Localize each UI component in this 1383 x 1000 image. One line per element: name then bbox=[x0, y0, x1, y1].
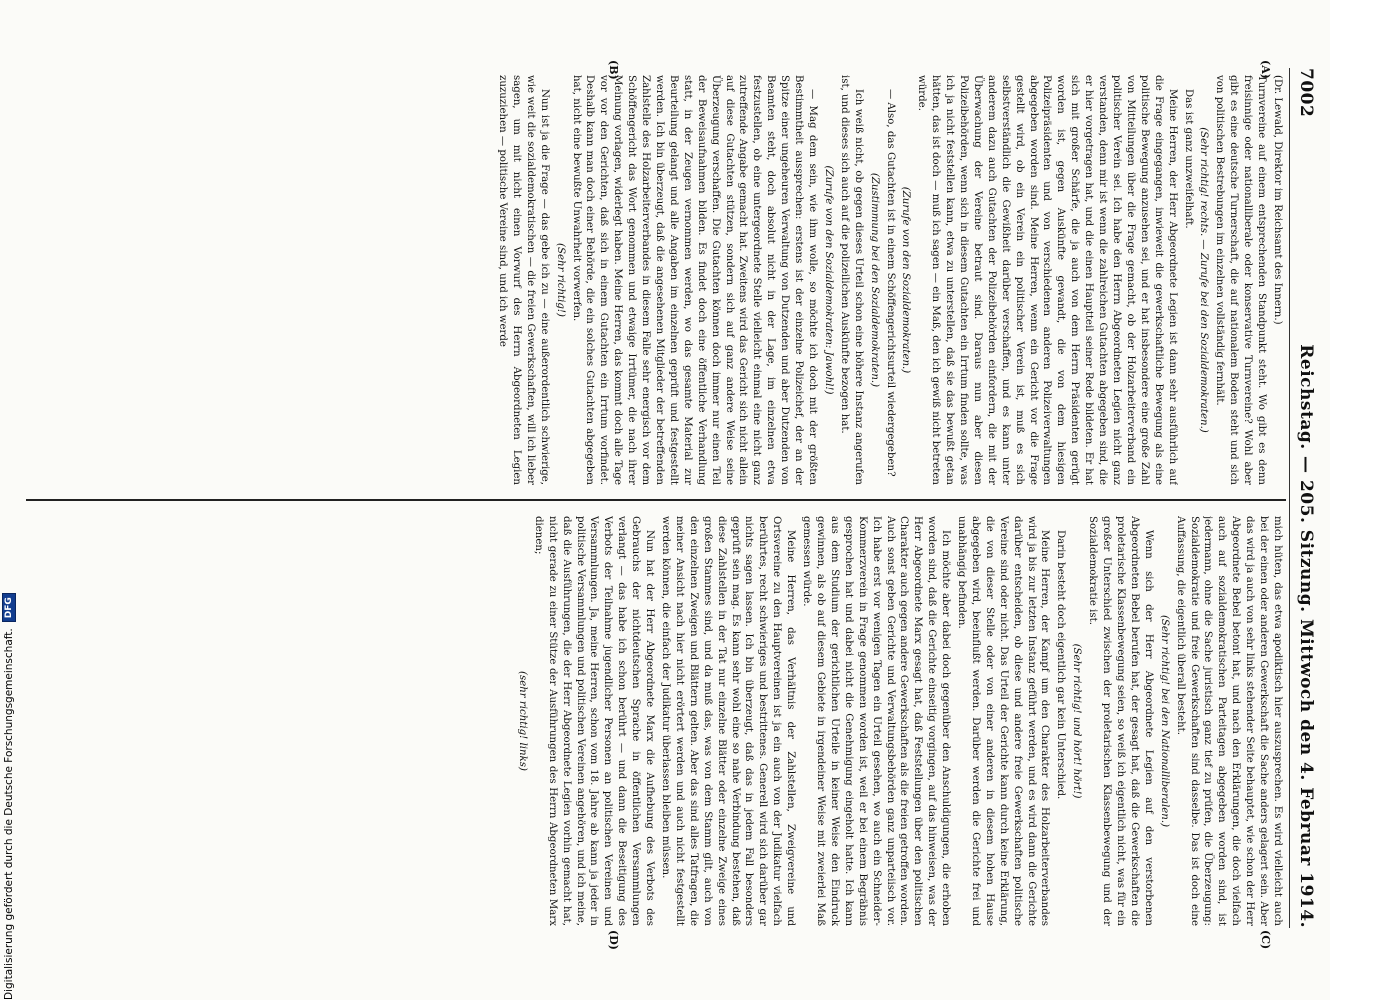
interjection: (Zurufe von den Sozialdemokraten.) bbox=[900, 186, 912, 374]
paragraph: Darin besteht doch eigentlich gar kein Unterschied. bbox=[1055, 530, 1067, 800]
publication-title: Reichstag. — 205. Sitzung. Mittwoch den 4. Februar 1914. bbox=[1296, 344, 1316, 928]
digitization-credit bbox=[2, 593, 16, 1000]
paragraph: Das ist ganz unzweifelhaft. bbox=[1182, 89, 1194, 229]
paragraph: Meine Herren, der Kampf um den Charakter des Holzarbeiterverbandes wird ja bis zur letzten Instanz geführt werden, und es wird dann die Gerichte darüber entscheiden, ob diese und andere freie Gewerkschaften politische Vereine sind oder nicht. Das Urteil der Gerichte kann durch keine Erklärung, die von dieser Stelle oder von einer anderen in diesem hohen Hause abgegeben wird, beeinflußt werden. Darüber werden die Gerichte frei und unabhängig befinden. bbox=[956, 516, 1051, 926]
margin-marker-b: (B) bbox=[607, 60, 620, 80]
left-text-column bbox=[24, 75, 1284, 485]
paragraph: Nun ist ja die Frage — das gebe ich zu — eine außerordentlich schwierige, wie weit die sozialdemokratischen — die freien Gewerkschaften, will ich lieber sagen, um mit nicht einen Vorwurf des Herrn Abgeordneten Legien zuzuziehen — politische Vereine sind, und ich werde bbox=[497, 75, 550, 485]
paragraph: Turnvereine auf einem entsprechenden Standpunkt steht. Wo gibt es denn freisinnige oder nationalliberale oder konservative Turnvereine? Wohl aber gibt es eine deutsche Turnerschaft, die auf nationalem Boden steht und sich von politischen Bestrebungen im einzelnen vollständig fernhält. bbox=[1214, 75, 1268, 485]
right-text-column bbox=[24, 516, 1284, 926]
column-divider bbox=[26, 499, 1286, 501]
paragraph: Nun hat der Herr Abgeordnete Marx die Aufhebung des Verbots des Gebrauchs der nichtdeutschen Sprache in öffentlichen Versammlungen verlangt — das habe ich schon berührt — und dann die Beseitigung des Verbots der Teilnahme jugendlicher Personen an politischen Vereinen und Versammlungen. Ja, meine Herren, schon vom 18. Jahre ab kann ja jeder in politische Versammlungen und politischen Vereinen angehören, und ich meine, daß die Ausführungen, die der Herr Abgeordnete Legien vorhin gemacht hat, nicht gerade zu einer Stütze der Ausführungen des Herrn Abgeordneten Marx dienen; bbox=[532, 516, 656, 926]
dfg-logo: DFG bbox=[2, 593, 16, 622]
margin-marker-a: (A) bbox=[1259, 60, 1272, 79]
paragraph: Meine Herren, der Herr Abgeordnete Legien ist dann sehr ausführlich auf die Frage eingegangen, inwieweit die gewerkschaftliche Bewegung als eine politische Bewegung anzusehen sei, und er hat insbesondere eine große Zahl von Mitteilungen über die Frage gemacht, ob der Holzarbeiterverband ein politischer Verein sei. Ich habe den Herrn Abgeordneten Legien nicht ganz verstanden, denn mir ist wenn die zahlreichen Gutachten abgegeben sind, die er hier vorgetragen hat, und die einen Hauptteil seiner Rede bildeten. Er hat sich mit großer Schärfe, die ja auch von dem Herrn Präsidenten gerügt worden ist, gegen Auskünfte gewandt, die von dem hiesigen Polizeipräsidenten und von verschiedenen anderen Polizeiverwaltungen abgegeben worden sind. Meine Herren, wenn ein Gericht vor die Frage gestellt wird, ob ein Verein ein politischer Verein ist, muß es sich selbstverständlich die Gewißheit darüber verschaffen, und es kann unter anderem dazu auch Gutachten der Polizeibehörden einfordern, die mit der Überwachung der Vereine betraut sind. Daraus nun aber diesen Polizeibehörden, wenn sich in diesem Gutachten ein Irrtum finden sollte, was ich ja nicht feststellen kann, etwa zu unterstellen, daß sie das bewußt getan hätten, das ist doch — muß ich sagen — ein Maß, den ich gewiß nicht betreten würde. bbox=[916, 75, 1178, 485]
paragraph: Wenn sich der Herr Abgeordnete Legien auf den verstorbenen Abgeordneten Bebel berufen hat, der gesagt hat, daß die Gewerkschaften die proletarische Klassenbewegung seien, so weiß ich eigentlich nicht, was für ein großer Unterschied zwischen der proletarischen Klassenbewegung und der Sozialdemokratie ist. bbox=[1087, 516, 1154, 926]
interjection: (Zustimmung bei den Sozialdemokraten.) bbox=[868, 172, 880, 388]
page-header bbox=[1289, 68, 1322, 928]
paragraph: Meine Herren, das Verhältnis der Zahlstellen, Zweigvereine und Ortsvereine zu den Hauptvereinen ist ja ein auch von der Judikatur vielfach berührtes, recht schwieriges und bestrittenes. Generell wird sich darüber gar nichts sagen lassen. Ich bin überzeugt, daß das in jedem Fall besonders geprüft sein mag. Es kann sehr wohl eine so nahe Verbindung bestehen, daß diese Zahlstellen in der Tat nur einzelne Blätter oder einzelne Zweige eines großen Stammes sind, und da muß das, was von dem Stamm gilt, auch von den einzelnen Zweigen und Blättern gelten. Aber das sind alles Tatfragen, die meiner Ansicht nach hier nicht erörtert werden und auch nicht festgestellt werden können, die einfach der Judikatur überlassen bleiben müssen. bbox=[660, 516, 797, 926]
interjection: (Sehr richtig! und hört! hört!) bbox=[1071, 643, 1083, 799]
interjection: (Sehr richtig! rechts. — Zurufe bei den Sozialdemokraten.) bbox=[1198, 127, 1210, 433]
interjection: (Sehr richtig! bei den Nationalliberalen.) bbox=[1158, 614, 1170, 828]
paragraph: — Mag dem sein, wie ihm wolle, so möchte ich doch mit der größten Bestimmtheit aussprechen: erstens ist der einzelne Polizeichef, der an der Spitze einer ungeheuren Verwaltung von Dutzenden und aber Dutzenden von Beamten steht, doch absolut nicht in der Lage, im einzelnen etwa festzustellen, ob eine untergeordnete Stelle vielleicht einmal eine nicht ganz zutreffende Angabe gemacht hat. Zweitens wird das Gericht sich nicht allein auf diese Gutachten stützen, sondern sich auf ganz andere Weise seine Überzeugung verschaffen. Die Gutachten können doch immer nur einen Teil der Beweisaufnahmen bilden. Es findet doch eine öffentliche Verhandlung statt, in der Zeugen vernommen werden, wo das gesamte Material zur Beurteilung gelangt und alle Angaben im einzelnen geprüft und festgestellt werden. Ich bin überzeugt, daß die angesehenen Mitglieder der betreffenden Zahlstelle des Holzarbeiterverbandes in diesem Falle sehr energisch vor dem Schöffengericht das Wort genommen und etwaige Irrtümer, die nach ihrer Meinung vorlagen, widerlegt haben. Meine Herren, das kommt doch alle Tage vor vor den Gerichten, daß sich in einem Gutachten ein Irrtum vorfindet. Deshalb kann man doch einer Behörde, die ein solches Gutachten abgegeben hat, nicht eine bewußte Unwahrheit vorwerfen. bbox=[570, 75, 818, 485]
interjection: (Sehr richtig!) bbox=[554, 243, 566, 317]
paragraph: Ich möchte aber dabei doch gegenüber den Anschuldigungen, die erhoben worden sind, daß die Gerichte einseitig vorgingen, auf das hinweisen, was der Herr Abgeordnete Marx gesagt hat, daß Feststellungen über den politischen Charakter auch gegen andere Gewerkschaften als die freien getroffen worden. Auch sonst geben Gerichte und Verwaltungsbehörden ganz unparteiisch vor. Ich habe erst vor wenigen Tagen ein Urteil gesehen, wo auch ein Schneider-Kommerzverein in Frage genommen worden ist, weil er bei einem Begräbnis gesprochen hat und dabei nicht die Genehmigung eingeholt hatte. Ich kann aus dem Studium der gerichtlichen Urteile in keiner Weise den Eindruck gewinnen, als ob auf diesem Gebiete in irgendeiner Weise mit zweierlei Maß gemessen würde. bbox=[801, 516, 952, 926]
margin-marker-d: (D) bbox=[607, 930, 620, 950]
page-number: 7002 bbox=[1296, 68, 1316, 118]
paragraph: mich hüten, das etwa apodiktisch hier auszusprechen. Es wird vielleicht auch bei der einen oder anderen Gewerkschaft die Sache anders gelagert sein. Aber das wird ja auch von sehr links stehender Seite behauptet, wie schon der Herr Abgeordnete Bebel betont hat, und nach den Erklärungen, die doch vielfach auch auf sozialdemokratischen Parteitagen abgegeben worden sind, ist jedermann, ohne die Sache juristisch ganz tief zu prüfen, die Überzeugung: Sozialdemokratie und freie Gewerkschaften sind dasselbe. Das ist doch eine Auffassung, die eigentlich überall besteht. bbox=[1174, 516, 1283, 926]
paragraph: — Also, das Gutachten ist in einem Schöffengerichtsurteil wiedergegeben? bbox=[884, 89, 896, 477]
interjection: (Zurufe von den Sozialdemokraten: Jawohl!) bbox=[822, 165, 834, 395]
margin-marker-c: (C) bbox=[1259, 930, 1272, 950]
speaker-line: (Dr. Lewald, Direktor im Reichsamt des Innern.) bbox=[1272, 75, 1283, 325]
interjection: (sehr richtig! links) bbox=[516, 671, 528, 771]
paragraph: Ich weiß nicht, ob gegen dieses Urteil schon eine höhere Instanz angerufen ist, und dieses sich auch auf die polizeilichen Auskünfte bezogen hat. bbox=[838, 75, 864, 485]
credit-text: Digitalisierung gefördert durch die Deutsche Forschungsgemeinschaft. bbox=[3, 628, 15, 1000]
